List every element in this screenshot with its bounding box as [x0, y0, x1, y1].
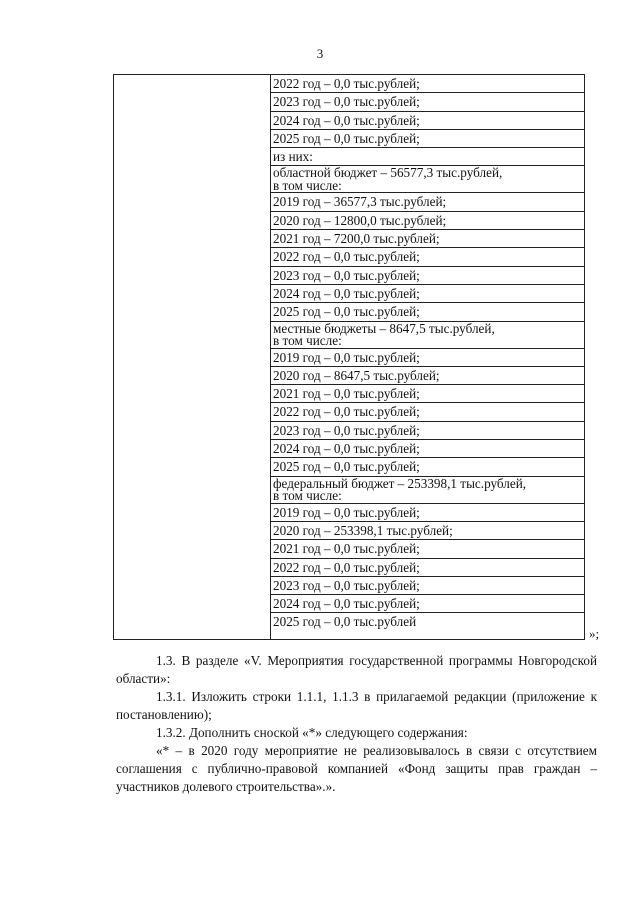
table-row: 2024 год – 0,0 тыс.рублей; [271, 440, 584, 458]
table-row: из них: [271, 148, 584, 166]
table-row: 2023 год – 0,0 тыс.рублей; [271, 577, 584, 595]
including-label: в том числе: [273, 488, 342, 504]
closing-quote-mark: »; [589, 626, 600, 641]
page-number: 3 [316, 46, 324, 61]
table-row: 2020 год – 8647,5 тыс.рублей; [271, 367, 584, 385]
table-row: 2019 год – 0,0 тыс.рублей; [271, 349, 584, 367]
table-row: 2023 год – 0,0 тыс.рублей; [271, 267, 584, 285]
table-row-regional-budget [271, 166, 584, 193]
table-row-local-budgets [271, 322, 584, 349]
table-row: 2019 год – 36577,3 тыс.рублей; [271, 193, 584, 211]
table-row: 2025 год – 0,0 тыс.рублей; [271, 130, 584, 148]
local-budgets-total: местные бюджеты – 8647,5 тыс.рублей, [273, 321, 495, 336]
footnote-text: «* – в 2020 году мероприятие не реализовывалось в связи с отсутствием соглашения с публично-правовой компанией «Фонд защиты прав граждан – участников долевого строительства».». [116, 743, 597, 794]
table-row: 2023 год – 0,0 тыс.рублей; [271, 422, 584, 440]
paragraph-1-3: 1.3. В разделе «V. Мероприятия государственной программы Новгородской области»: [116, 653, 597, 686]
table-row: 2022 год – 0,0 тыс.рублей; [271, 403, 584, 421]
table-row: 2020 год – 12800,0 тыс.рублей; [271, 212, 584, 230]
table-row: 2020 год – 253398,1 тыс.рублей; [271, 522, 584, 540]
regional-budget-total: областной бюджет – 56577,3 тыс.рублей, [273, 166, 503, 181]
table-row: 2022 год – 0,0 тыс.рублей; [271, 559, 584, 577]
table-row: 2022 год – 0,0 тыс.рублей; [271, 248, 584, 266]
table-row: 2021 год – 0,0 тыс.рублей; [271, 385, 584, 403]
including-label: в том числе: [273, 178, 342, 194]
including-label: в том числе: [273, 333, 342, 349]
table-row: 2025 год – 0,0 тыс.рублей; [271, 303, 584, 321]
paragraph-1-3-1: 1.3.1. Изложить строки 1.1.1, 1.1.3 в прилагаемой редакции (приложение к постановлению); [116, 689, 597, 722]
table-row: 2021 год – 0,0 тыс.рублей; [271, 540, 584, 558]
table-row: 2024 год – 0,0 тыс.рублей; [271, 112, 584, 130]
paragraph-1-3-2: 1.3.2. Дополнить сноской «*» следующего содержания: [156, 725, 468, 740]
table-row: 2025 год – 0,0 тыс.рублей [273, 614, 417, 630]
table-row: 2022 год – 0,0 тыс.рублей; [271, 75, 584, 93]
federal-budget-total: федеральный бюджет – 253398,1 тыс.рублей, [273, 476, 527, 491]
budget-table [113, 74, 585, 640]
table-row: 2024 год – 0,0 тыс.рублей; [271, 285, 584, 303]
table-row-federal-budget [271, 477, 584, 504]
table-row: 2023 год – 0,0 тыс.рублей; [271, 93, 584, 111]
table-row: 2021 год – 7200,0 тыс.рублей; [271, 230, 584, 248]
table-right-column [271, 75, 584, 632]
table-row: 2025 год – 0,0 тыс.рублей; [271, 458, 584, 476]
table-row: 2019 год – 0,0 тыс.рублей; [271, 504, 584, 522]
table-row: 2024 год – 0,0 тыс.рублей; [271, 595, 584, 613]
